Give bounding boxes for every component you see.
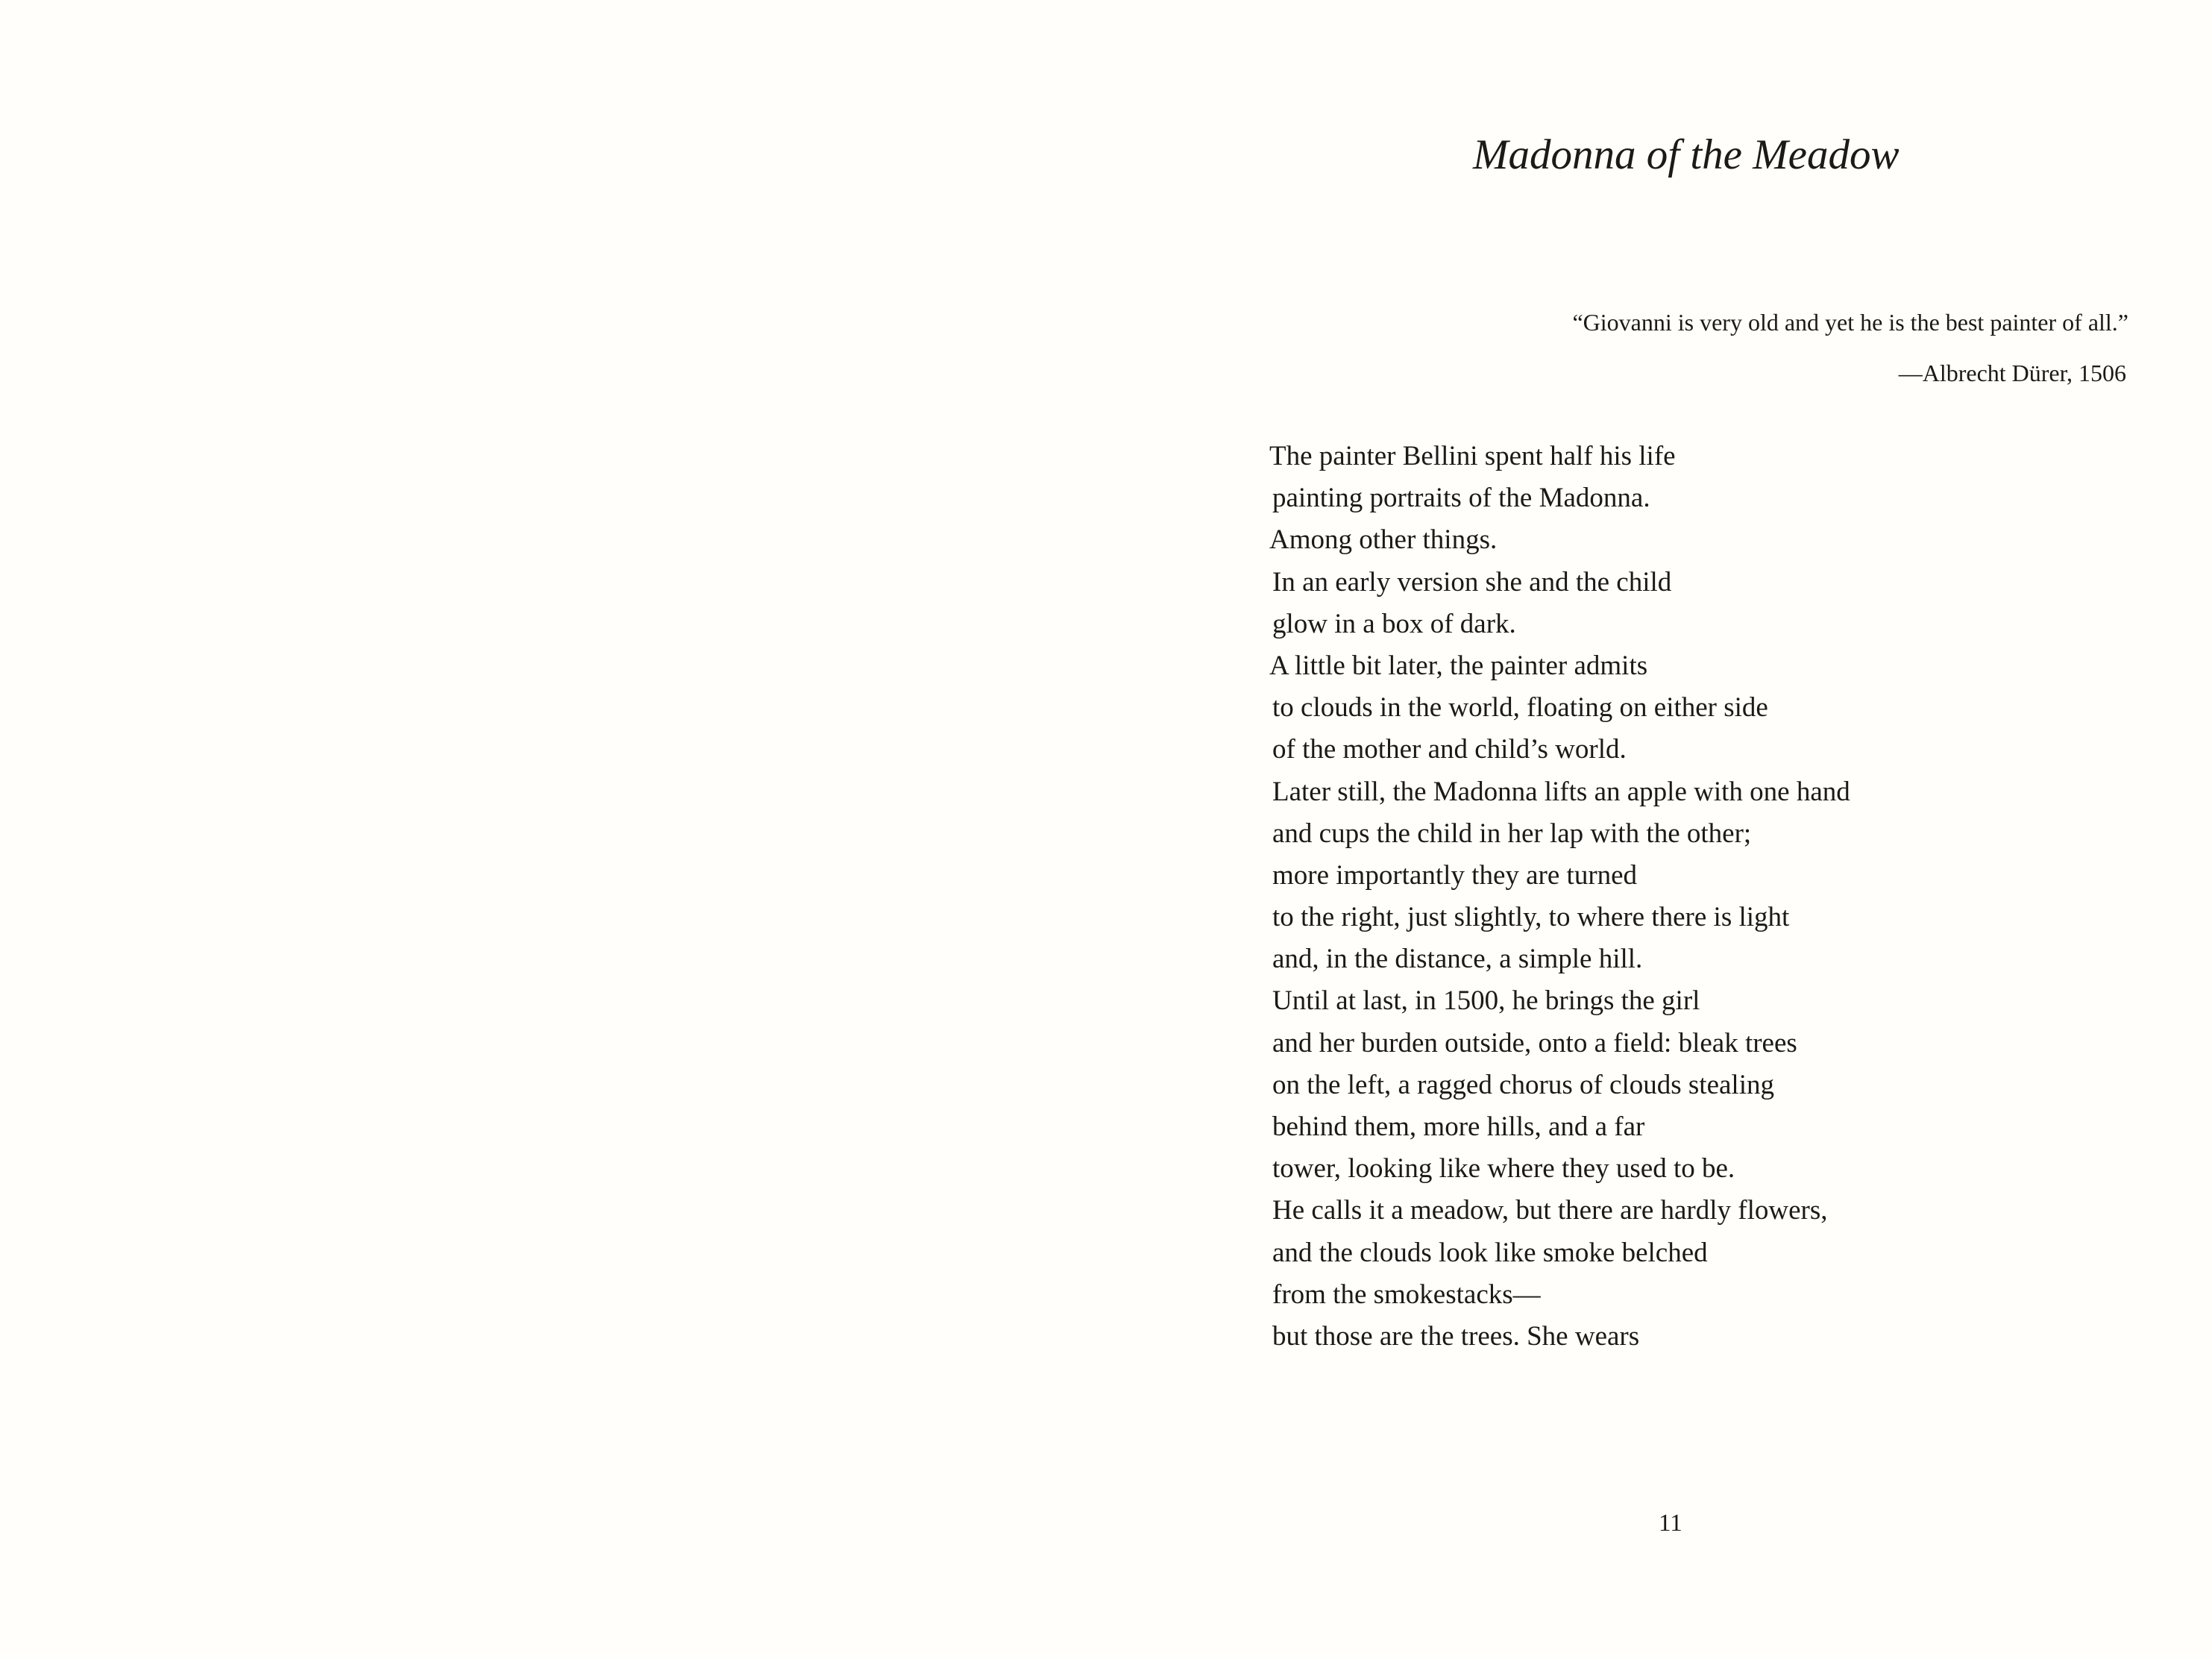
poem-line: and the clouds look like smoke belched [1272,1237,1708,1268]
poem-line: to clouds in the world, floating on either side [1272,692,1768,724]
poem-line: and cups the child in her lap with the other; [1272,818,1752,849]
poem-line: Until at last, in 1500, he brings the girl [1272,985,1700,1017]
epigraph-attribution: —Albrecht Dürer, 1506 [1898,360,2126,386]
poem-body [1269,436,2015,1358]
poem-line: A little bit later, the painter admits [1269,650,1648,681]
poem-line: of the mother and child’s world. [1272,734,1627,765]
right-page [1106,0,2212,1659]
epigraph-quote: “Giovanni is very old and yet he is the best painter of all.” [1572,309,2128,336]
poem-title: Madonna of the Meadow [1473,131,1900,178]
poem-line: In an early version she and the child [1272,566,1672,598]
poem-line: and, in the distance, a simple hill. [1272,944,1643,975]
poem-line: and her burden outside, onto a field: bleak trees [1272,1027,1797,1059]
poem-line: on the left, a ragged chorus of clouds stealing [1272,1069,1774,1100]
poem-line: but those are the trees. She wears [1272,1320,1640,1352]
poem-line: behind them, more hills, and a far [1272,1111,1645,1142]
page-number: 11 [1659,1510,1682,1537]
poem-line: from the smokestacks— [1272,1279,1541,1310]
poem-line: The painter Bellini spent half his life [1269,441,1676,471]
poem-line: painting portraits of the Madonna. [1272,483,1650,514]
poem-line: Among other things. [1269,524,1498,556]
poem-line: He calls it a meadow, but there are hardly flowers, [1272,1195,1828,1226]
poem-line: to the right, just slightly, to where there is light [1272,902,1790,933]
poem-line: Later still, the Madonna lifts an apple with one hand [1272,776,1850,807]
poem-line: tower, looking like where they used to be. [1272,1153,1735,1185]
poem-line: more importantly they are turned [1272,859,1638,891]
poem-line: glow in a box of dark. [1272,608,1516,639]
